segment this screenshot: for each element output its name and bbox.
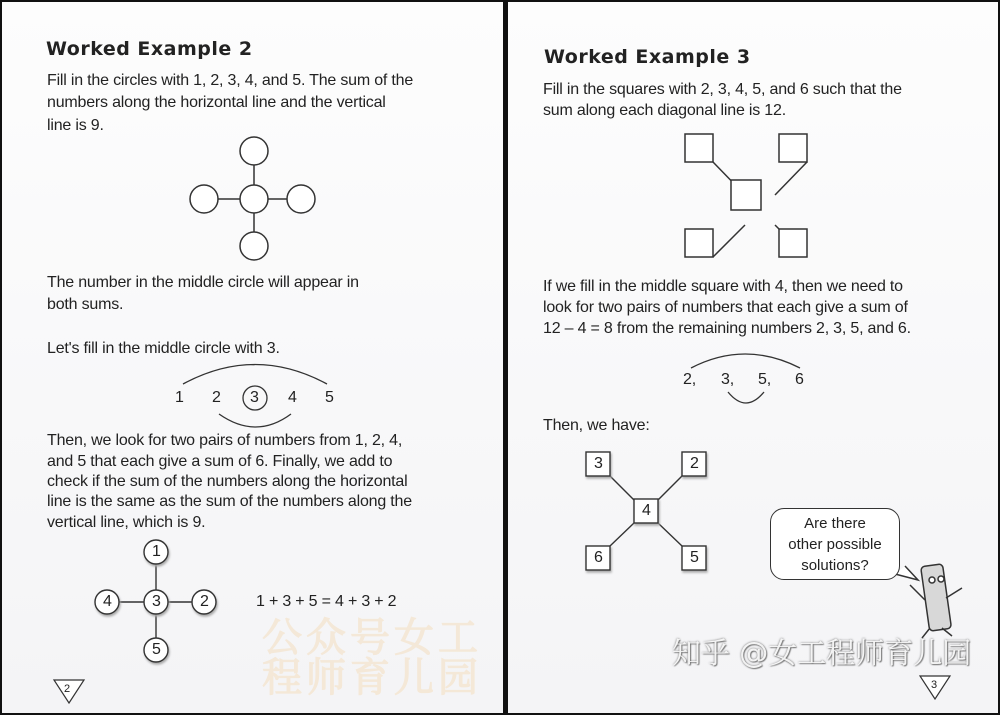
page-number-triangles xyxy=(54,676,950,703)
square-bottom-right-value: 5 xyxy=(690,549,699,566)
middle-text: look for two pairs of numbers that each give a sum of xyxy=(543,299,908,316)
cross-diagram-empty xyxy=(190,137,315,260)
speech-bubble xyxy=(770,508,900,580)
circle-center xyxy=(240,185,268,213)
then-text: Then, we have: xyxy=(543,417,650,434)
bubble-line: Are there xyxy=(804,515,866,532)
circle-right-value: 2 xyxy=(200,593,209,610)
then-text: vertical line, which is 9. xyxy=(47,514,206,531)
circle-bottom xyxy=(240,232,268,260)
square-top-left-value: 3 xyxy=(594,455,603,472)
circle-top-value: 1 xyxy=(152,543,161,560)
then-text: check if the sum of the numbers along the horizontal xyxy=(47,473,408,490)
circle-top xyxy=(240,137,268,165)
row-number: 2, xyxy=(683,371,696,388)
intro-line: Fill in the circles with 1, 2, 3, 4, and 5. The sum of the xyxy=(47,72,414,89)
worked-example-3-title: Worked Example 3 xyxy=(544,46,751,68)
middle-text: If we fill in the middle square with 4, then we need to xyxy=(543,278,903,295)
intro-line: Fill in the squares with 2, 3, 4, 5, and 6 such that the xyxy=(543,81,902,98)
then-text: Then, we look for two pairs of numbers from 1, 2, 4, xyxy=(47,432,403,449)
row-number: 4 xyxy=(288,389,297,406)
row-number: 6 xyxy=(795,371,804,388)
ruler-mascot-icon xyxy=(910,564,962,638)
fill-text: Let's fill in the middle circle with 3. xyxy=(47,340,280,357)
square-center-value: 4 xyxy=(642,502,651,519)
circle-left xyxy=(190,185,218,213)
circle-right xyxy=(287,185,315,213)
page-number: 3 xyxy=(931,679,937,691)
row-number: 5, xyxy=(758,371,771,388)
intro-line: line is 9. xyxy=(47,117,104,134)
square-bottom-left-value: 6 xyxy=(594,549,603,566)
bubble-line: other possible xyxy=(788,536,882,553)
circle-bottom-value: 5 xyxy=(152,641,161,658)
equation: 1 + 3 + 5 = 4 + 3 + 2 xyxy=(256,593,397,610)
then-text: and 5 that each give a sum of 6. Finally, we add to xyxy=(47,453,393,470)
pairing-arcs-right xyxy=(691,354,800,403)
row-number: 2 xyxy=(212,389,221,406)
square-top-right-value: 2 xyxy=(690,455,699,472)
row-number: 3, xyxy=(721,371,734,388)
circle-left-value: 4 xyxy=(103,593,112,610)
page-number: 2 xyxy=(64,683,70,695)
bubble-line: solutions? xyxy=(801,557,869,574)
row-number: 5 xyxy=(325,389,334,406)
middle-text: 12 – 4 = 8 from the remaining numbers 2, 3, 5, and 6. xyxy=(543,320,911,337)
watermark-corner: 知乎 @女工程师育儿园 xyxy=(672,636,972,670)
row-number-circled: 3 xyxy=(250,389,259,406)
x-diagram-empty xyxy=(685,134,807,257)
middle-text: both sums. xyxy=(47,296,124,313)
watermark-center: 公众号女工程师育儿园 xyxy=(262,615,482,701)
row-number: 1 xyxy=(175,389,184,406)
then-text: line is the same as the sum of the numbers along the xyxy=(47,493,412,510)
intro-line: numbers along the horizontal line and the vertical xyxy=(47,94,386,111)
intro-line: sum along each diagonal line is 12. xyxy=(543,102,786,119)
circle-center-value: 3 xyxy=(152,593,161,610)
middle-text: The number in the middle circle will appear in xyxy=(47,274,359,291)
worked-example-2-title: Worked Example 2 xyxy=(46,38,253,60)
